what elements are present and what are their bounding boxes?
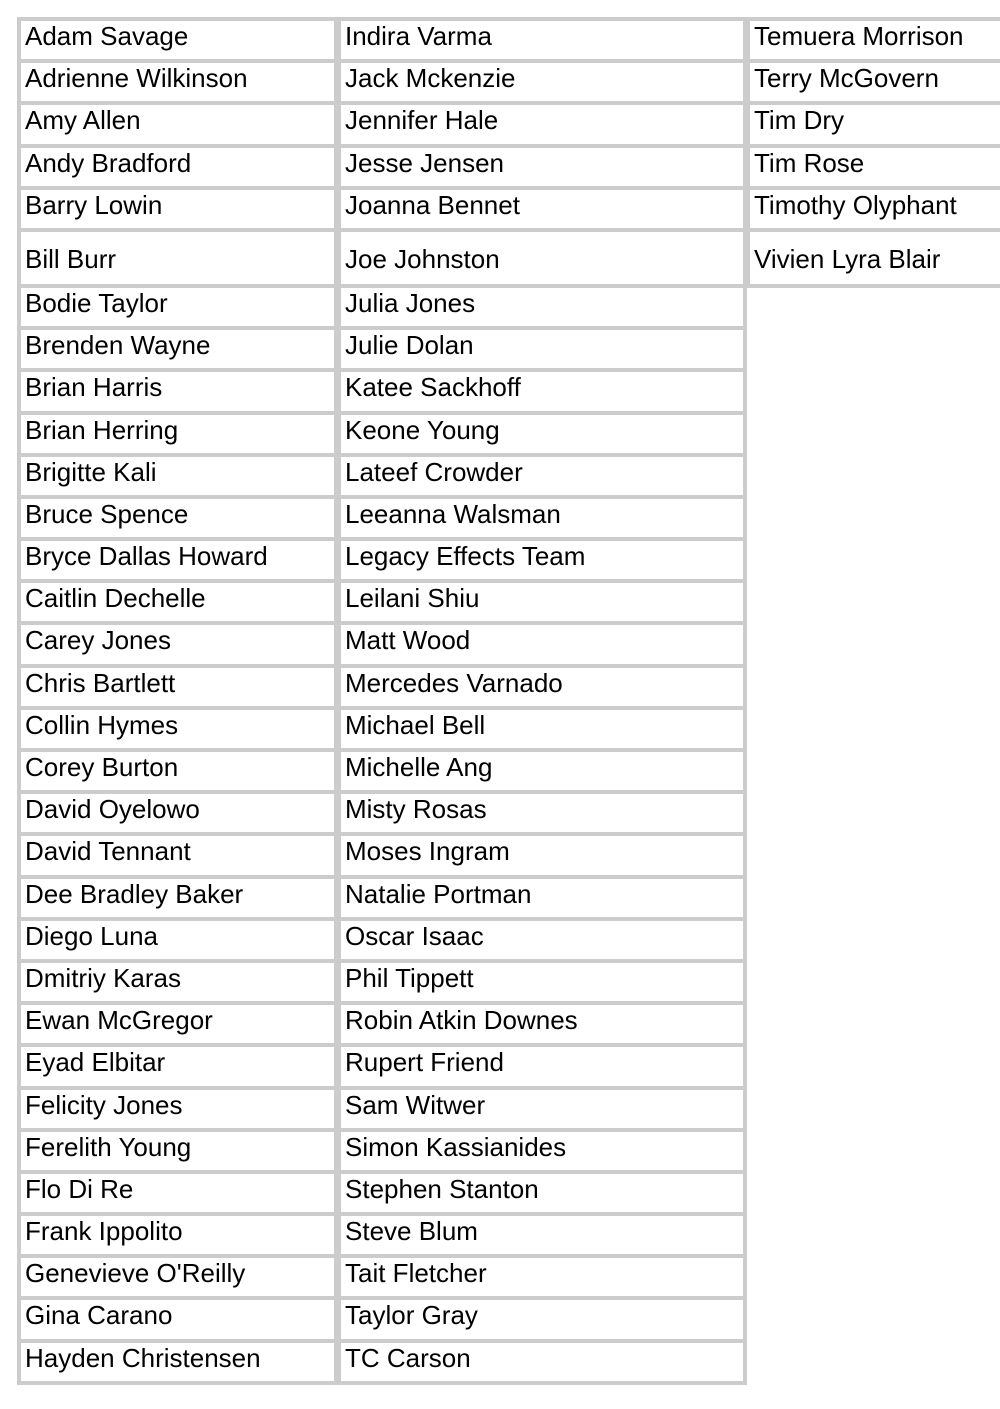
- name-cell: [746, 59, 1000, 105]
- name-cell: [17, 186, 338, 232]
- name-text: Dmitriy Karas: [25, 962, 182, 993]
- name-text: Brian Harris: [25, 372, 163, 403]
- name-text: Misty Rosas: [345, 794, 487, 825]
- name-cell: [337, 959, 747, 1005]
- name-cell: [337, 495, 747, 541]
- name-text: Chris Bartlett: [25, 667, 176, 698]
- name-cell: [17, 101, 338, 147]
- name-text: Joe Johnston: [345, 243, 500, 274]
- name-text: Oscar Isaac: [345, 920, 484, 951]
- name-cell: [17, 59, 338, 105]
- name-text: Felicity Jones: [25, 1089, 183, 1120]
- name-cell: [337, 17, 747, 63]
- name-text: Lateef Crowder: [345, 456, 523, 487]
- name-text: Dee Bradley Baker: [25, 878, 244, 909]
- name-text: Vivien Lyra Blair: [754, 243, 941, 274]
- name-text: Julie Dolan: [345, 330, 474, 361]
- name-text: Hayden Christensen: [25, 1342, 261, 1373]
- name-text: Matt Wood: [345, 625, 471, 656]
- name-text: Bryce Dallas Howard: [25, 541, 268, 572]
- name-cell: [337, 368, 747, 414]
- name-cell: [17, 1170, 338, 1216]
- name-text: Terry McGovern: [754, 63, 939, 94]
- name-text: Legacy Effects Team: [345, 541, 586, 572]
- name-cell: [337, 326, 747, 372]
- name-cell: [337, 1086, 747, 1132]
- name-cell: [17, 706, 338, 752]
- name-text: Genevieve O'Reilly: [25, 1258, 246, 1289]
- name-cell: [337, 832, 747, 878]
- name-text: Joanna Bennet: [345, 189, 520, 220]
- name-text: Jesse Jensen: [345, 147, 504, 178]
- name-text: Indira Varma: [345, 21, 492, 51]
- name-cell: [17, 959, 338, 1005]
- name-text: Collin Hymes: [25, 709, 179, 740]
- name-cell: [746, 17, 1000, 63]
- name-cell: [17, 621, 338, 667]
- name-cell: [337, 621, 747, 667]
- name-column-3: [746, 17, 1000, 288]
- name-text: Keone Young: [345, 414, 500, 445]
- name-cell: [337, 537, 747, 583]
- name-text: Brigitte Kali: [25, 456, 157, 487]
- name-cell: [17, 1296, 338, 1342]
- name-text: Jack Mckenzie: [345, 63, 516, 94]
- name-cell: [17, 284, 338, 330]
- name-text: Temuera Morrison: [754, 21, 964, 51]
- name-cell: [17, 579, 338, 625]
- name-cell: [337, 875, 747, 921]
- name-cell: [337, 101, 747, 147]
- name-text: Bill Burr: [25, 243, 117, 274]
- name-cell: [17, 1339, 338, 1385]
- name-cell: [337, 144, 747, 190]
- name-cell: [337, 1043, 747, 1089]
- name-cell: [17, 748, 338, 794]
- name-cell: [17, 144, 338, 190]
- name-cell: [17, 1001, 338, 1047]
- name-text: Brian Herring: [25, 414, 179, 445]
- name-cell: [17, 1128, 338, 1174]
- name-text: Timothy Olyphant: [754, 189, 957, 220]
- name-cell: [337, 579, 747, 625]
- name-text: Caitlin Dechelle: [25, 583, 206, 614]
- name-cell: [17, 1254, 338, 1300]
- name-cell: [337, 1001, 747, 1047]
- name-text: Adrienne Wilkinson: [25, 63, 248, 94]
- name-cell: [17, 790, 338, 836]
- name-column-2: [337, 17, 747, 1385]
- name-cell: [17, 228, 338, 288]
- name-cell: [746, 228, 1000, 288]
- name-column-1: [17, 17, 338, 1385]
- name-cell: [337, 284, 747, 330]
- name-cell: [337, 664, 747, 710]
- name-text: Eyad Elbitar: [25, 1047, 166, 1078]
- name-text: Bruce Spence: [25, 498, 189, 529]
- name-cell: [337, 1128, 747, 1174]
- name-text: Taylor Gray: [345, 1300, 478, 1331]
- name-cell: [337, 186, 747, 232]
- name-cell: [746, 101, 1000, 147]
- name-cell: [337, 411, 747, 457]
- name-cell: [17, 368, 338, 414]
- name-text: Phil Tippett: [345, 962, 474, 993]
- name-text: Katee Sackhoff: [345, 372, 521, 403]
- name-text: Tim Dry: [754, 105, 845, 136]
- name-text: Simon Kassianides: [345, 1131, 567, 1162]
- name-cell: [337, 706, 747, 752]
- name-text: Sam Witwer: [345, 1089, 486, 1120]
- name-text: Michelle Ang: [345, 752, 493, 782]
- name-cell: [17, 917, 338, 963]
- name-cell: [17, 537, 338, 583]
- name-cell: [17, 17, 338, 63]
- name-text: Natalie Portman: [345, 878, 532, 909]
- name-text: Corey Burton: [25, 752, 179, 782]
- name-text: David Oyelowo: [25, 794, 200, 825]
- name-text: Rupert Friend: [345, 1047, 504, 1078]
- name-cell: [337, 790, 747, 836]
- name-text: Andy Bradford: [25, 147, 192, 178]
- name-text: David Tennant: [25, 836, 191, 867]
- name-text: Amy Allen: [25, 105, 141, 136]
- name-text: Steve Blum: [345, 1216, 478, 1247]
- name-cell: [17, 1043, 338, 1089]
- name-cell: [17, 326, 338, 372]
- name-cell: [337, 1254, 747, 1300]
- name-text: Jennifer Hale: [345, 105, 499, 136]
- name-cell: [17, 1086, 338, 1132]
- name-text: Robin Atkin Downes: [345, 1005, 578, 1036]
- name-text: Diego Luna: [25, 920, 158, 951]
- name-text: Ewan McGregor: [25, 1005, 213, 1036]
- name-text: Tait Fletcher: [345, 1258, 487, 1289]
- name-text: Ferelith Young: [25, 1131, 192, 1162]
- name-text: Michael Bell: [345, 709, 486, 740]
- name-text: Carey Jones: [25, 625, 171, 656]
- name-cell: [337, 1296, 747, 1342]
- name-text: Leilani Shiu: [345, 583, 480, 614]
- name-text: Julia Jones: [345, 287, 476, 318]
- name-cell: [337, 453, 747, 499]
- name-cell: [17, 875, 338, 921]
- name-text: Frank Ippolito: [25, 1216, 183, 1247]
- name-cell: [337, 748, 747, 794]
- name-text: Mercedes Varnado: [345, 667, 563, 698]
- name-cell: [337, 1212, 747, 1258]
- name-cell: [17, 453, 338, 499]
- name-cell: [337, 1170, 747, 1216]
- name-text: Adam Savage: [25, 21, 189, 51]
- name-text: Barry Lowin: [25, 189, 163, 220]
- name-cell: [17, 411, 338, 457]
- name-text: Moses Ingram: [345, 836, 510, 867]
- name-text: Gina Carano: [25, 1300, 173, 1331]
- name-cell: [337, 1339, 747, 1385]
- name-text: Brenden Wayne: [25, 330, 211, 361]
- name-cell: [337, 228, 747, 288]
- name-text: Tim Rose: [754, 147, 865, 178]
- name-text: Bodie Taylor: [25, 287, 168, 318]
- name-text: Stephen Stanton: [345, 1173, 539, 1204]
- name-text: TC Carson: [345, 1342, 471, 1373]
- name-cell: [337, 917, 747, 963]
- name-cell: [746, 144, 1000, 190]
- name-cell: [17, 832, 338, 878]
- name-text: Leeanna Walsman: [345, 498, 561, 529]
- name-cell: [17, 495, 338, 541]
- name-cell: [746, 186, 1000, 232]
- name-text: Flo Di Re: [25, 1173, 134, 1204]
- name-cell: [17, 1212, 338, 1258]
- name-cell: [17, 664, 338, 710]
- name-cell: [337, 59, 747, 105]
